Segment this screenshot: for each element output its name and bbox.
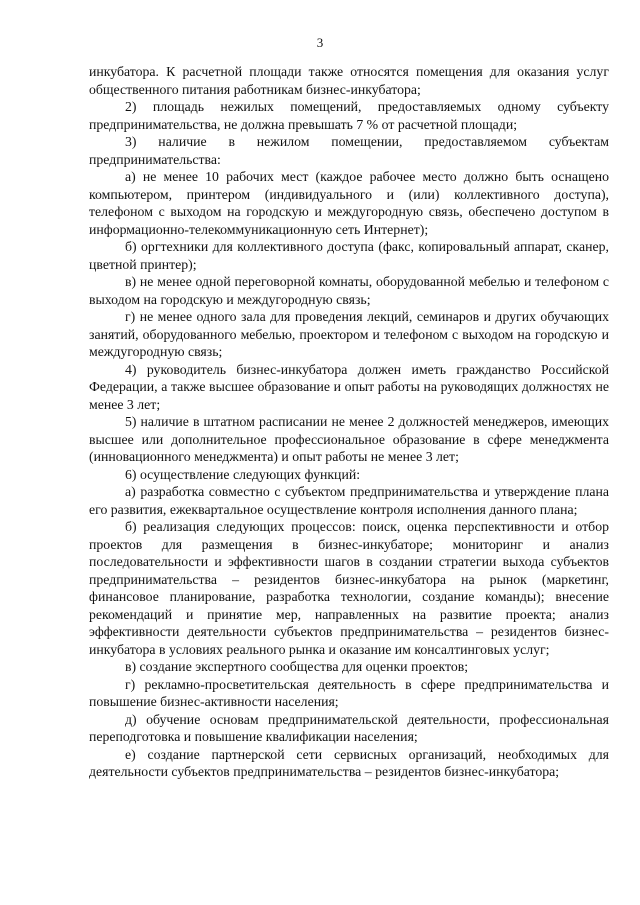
paragraph-item-3: 3) наличие в нежилом помещении, предоставляемом субъектам предпринимательства:	[89, 134, 609, 167]
paragraph-item-6e: е) создание партнерской сети сервисных организаций, необходимых для деятельности субъектов предпринимательства – резидентов бизнес-инкубатора;	[89, 746, 609, 779]
paragraph-item-3a: а) не менее 10 рабочих мест (каждое рабочее место должно быть оснащено компьютером, принтером (индивидуального и (или) коллективного доступа), телефоном с выходом на городскую и междугородную связь, обеспечено доступом в информационно-телекоммуникационную сеть Интернет);	[89, 169, 609, 237]
paragraph-item-6a: а) разработка совместно с субъектом предпринимательства и утверждение плана его развития, ежеквартальное осуществление контроля исполнения данного плана;	[89, 484, 609, 517]
page-number: 3	[316, 35, 324, 50]
paragraph-item-3b: б) оргтехники для коллективного доступа (факс, копировальный аппарат, сканер, цветной принтер);	[89, 239, 609, 272]
paragraph-item-5: 5) наличие в штатном расписании не менее 2 должностей менеджеров, имеющих высшее или дополнительное профессиональное образование в сфере менеджмента (инновационного менеджмента) и опыт работы не менее 3 лет;	[89, 414, 609, 464]
paragraph-item-6g: г) рекламно-просветительская деятельность в сфере предпринимательства и повышение бизнес-активности населения;	[89, 676, 609, 709]
paragraph-item-3g: г) не менее одного зала для проведения лекций, семинаров и других обучающих занятий, оборудованного мебелью, проектором и телефоном с выходом на городскую и междугородную связь;	[89, 309, 609, 359]
document-body	[89, 63, 609, 781]
paragraph-item-3v: в) не менее одной переговорной комнаты, оборудованной мебелью и телефоном с выходом на городскую и междугородную связь;	[89, 274, 609, 307]
paragraph-item-6v: в) создание экспертного сообщества для оценки проектов;	[125, 659, 469, 674]
paragraph-item-6: 6) осуществление следующих функций:	[125, 466, 361, 482]
paragraph-item-4: 4) руководитель бизнес-инкубатора должен иметь гражданство Российской Федерации, а также высшее образование и опыт работы на руководящих должностях не менее 3 лет;	[89, 361, 609, 412]
paragraph-continuation: инкубатора. К расчетной площади также относятся помещения для оказания услуг общественного питания работникам бизнес-инкубатора;	[89, 64, 609, 97]
paragraph-item-6b: б) реализация следующих процессов: поиск, оценка перспективности и отбор проектов для размещения в бизнес-инкубаторе; мониторинг и анализ последовательности и эффективности шагов в создании стратегии выхода субъектов предпринимательства – резидентов бизнес-инкубатора на рынок (маркетинг, финансовое планирование, разработка технологии, создание команды); внесение рекомендаций и принятие мер, направленных на развитие проекта; анализ эффективности деятельности субъектов предпринимательства – резидентов бизнес-инкубатора в условиях реального рынка и оказание им консалтинговых услуг;	[89, 519, 609, 657]
paragraph-item-2: 2) площадь нежилых помещений, предоставляемых одному субъекту предпринимательства, не должна превышать 7 % от расчетной площади;	[89, 99, 609, 132]
paragraph-item-6d: д) обучение основам предпринимательской деятельности, профессиональная переподготовка и повышение квалификации населения;	[89, 711, 609, 744]
